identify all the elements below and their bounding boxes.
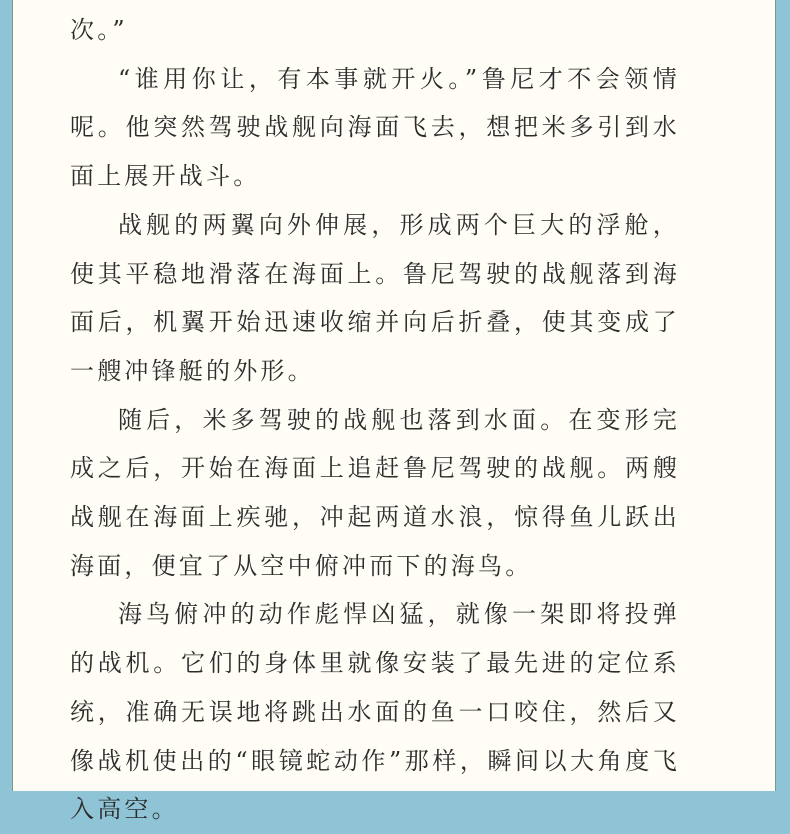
paragraph: “谁用你让，有本事就开火。”鲁尼才不会领情呢。他突然驾驶战舰向海面飞去，想把米多引到水面上展开战斗。	[70, 64, 680, 191]
paragraph: 海鸟俯冲的动作彪悍凶猛，就像一架即将投弹的战机。它们的身体里就像安装了最先进的定位系统，准确无误地将跳出水面的鱼一口咬住，然后又像战机使出的“眼镜蛇动作”那样，瞬间以大角度飞入高空。	[70, 600, 680, 824]
body-text	[70, 6, 680, 834]
paragraph-continued: 次。”	[70, 16, 128, 44]
paragraph: 随后，米多驾驶的战舰也落到水面。在变形完成之后，开始在海面上追赶鲁尼驾驶的战舰。两艘战舰在海面上疾驰，冲起两道水浪，惊得鱼儿跃出海面，便宜了从空中俯冲而下的海鸟。	[70, 405, 680, 580]
paragraph: 战舰的两翼向外伸展，形成两个巨大的浮舱，使其平稳地滑落在海面上。鲁尼驾驶的战舰落到海面后，机翼开始迅速收缩并向后折叠，使其变成了一艘冲锋艇的外形。	[70, 210, 680, 385]
book-page	[12, 0, 776, 824]
